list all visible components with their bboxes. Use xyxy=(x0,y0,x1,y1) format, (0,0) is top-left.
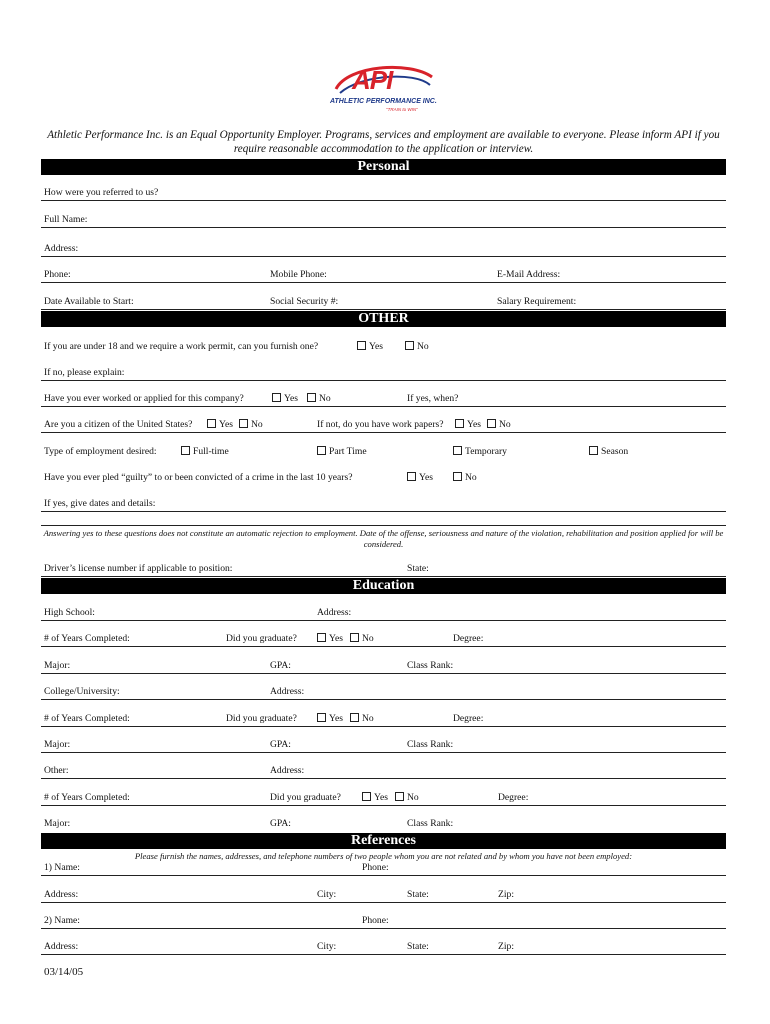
other-class-rank-label: Class Rank: xyxy=(407,818,454,829)
license-state-label: State: xyxy=(407,563,429,574)
college-label: College/University: xyxy=(44,686,120,697)
phone-label: Phone: xyxy=(44,269,71,280)
college-degree-label: Degree: xyxy=(453,713,484,724)
employment-temporary[interactable]: Temporary xyxy=(453,446,507,457)
drivers-license-field[interactable] xyxy=(41,576,726,577)
references-instruction: Please furnish the names, addresses, and telephone numbers of two people whom you are not related and by whom you have not been employed: xyxy=(134,851,633,861)
ref1-name-field[interactable] xyxy=(41,875,726,876)
college-graduate-label: Did you graduate? xyxy=(226,713,297,724)
checkbox-icon xyxy=(317,633,326,642)
address-label: Address: xyxy=(44,243,79,254)
checkbox-icon xyxy=(307,393,316,402)
phone-row-field[interactable] xyxy=(41,282,726,283)
other-years-field[interactable] xyxy=(41,805,726,806)
work-permit-question: If you are under 18 and we require a work permit, can you furnish one? xyxy=(44,341,319,352)
section-references-header: References xyxy=(41,833,726,849)
checkbox-icon xyxy=(357,341,366,350)
mobile-phone-label: Mobile Phone: xyxy=(270,269,327,280)
section-other-header: OTHER xyxy=(41,311,726,327)
other-graduate-yes[interactable]: Yes xyxy=(362,792,388,803)
ref1-zip-label: Zip: xyxy=(498,889,514,900)
crime-details-field[interactable] xyxy=(41,511,726,512)
work-papers-no[interactable]: No xyxy=(487,419,511,430)
other-school-field[interactable] xyxy=(41,778,726,779)
crime-no[interactable]: No xyxy=(453,472,477,483)
hs-graduate-label: Did you graduate? xyxy=(226,633,297,644)
employment-full-time[interactable]: Full-time xyxy=(181,446,229,457)
ssn-label: Social Security #: xyxy=(270,296,339,307)
full-name-label: Full Name: xyxy=(44,214,88,225)
other-years-label: # of Years Completed: xyxy=(44,792,130,803)
employment-part-time[interactable]: Part Time xyxy=(317,446,367,457)
date-available-label: Date Available to Start: xyxy=(44,296,134,307)
eeo-statement: Athletic Performance Inc. is an Equal Opportunity Employer. Programs, services and employment are available to everyone. Please inform API if you require reasonable accommodation to the application or interview. xyxy=(47,129,720,155)
college-major-label: Major: xyxy=(44,739,71,750)
checkbox-icon xyxy=(317,446,326,455)
employment-type-label: Type of employment desired: xyxy=(44,446,157,457)
worked-when-label: If yes, when? xyxy=(407,393,459,404)
checkbox-icon xyxy=(272,393,281,402)
checkbox-icon xyxy=(453,472,462,481)
worked-before-yes[interactable]: Yes xyxy=(272,393,298,404)
citizen-question: Are you a citizen of the United States? xyxy=(44,419,193,430)
hs-major-label: Major: xyxy=(44,660,71,671)
drivers-license-label: Driver’s license number if applicable to position: xyxy=(44,563,233,574)
company-logo xyxy=(330,63,438,111)
logo-company-name: ATHLETIC PERFORMANCE INC. xyxy=(330,98,437,105)
citizen-row-line xyxy=(41,432,726,433)
ref2-address-label: Address: xyxy=(44,941,79,952)
crime-question: Have you ever pled “guilty” to or been convicted of a crime in the last 10 years? xyxy=(44,472,353,483)
checkbox-icon xyxy=(455,419,464,428)
section-personal-header: Personal xyxy=(41,159,726,175)
full-name-field[interactable] xyxy=(41,227,726,228)
college-years-field[interactable] xyxy=(41,726,726,727)
college-years-label: # of Years Completed: xyxy=(44,713,130,724)
work-permit-yes[interactable]: Yes xyxy=(357,341,383,352)
salary-label: Salary Requirement: xyxy=(497,296,577,307)
hs-gpa-label: GPA: xyxy=(270,660,291,671)
crime-details-label: If yes, give dates and details: xyxy=(44,498,156,509)
checkbox-icon xyxy=(395,792,404,801)
section-education-header: Education xyxy=(41,578,726,594)
explain-field[interactable] xyxy=(41,380,726,381)
hs-graduate-yes[interactable]: Yes xyxy=(317,633,343,644)
college-gpa-label: GPA: xyxy=(270,739,291,750)
date-row-field[interactable] xyxy=(41,309,726,310)
ref1-phone-label: Phone: xyxy=(362,862,389,873)
high-school-field[interactable] xyxy=(41,620,726,621)
email-label: E-Mail Address: xyxy=(497,269,561,280)
checkbox-icon xyxy=(362,792,371,801)
explain-label: If no, please explain: xyxy=(44,367,125,378)
referred-label: How were you referred to us? xyxy=(44,187,159,198)
ref1-address-field[interactable] xyxy=(41,902,726,903)
hs-years-label: # of Years Completed: xyxy=(44,633,130,644)
citizen-yes[interactable]: Yes xyxy=(207,419,233,430)
ref2-zip-label: Zip: xyxy=(498,941,514,952)
ref2-name-label: 2) Name: xyxy=(44,915,80,926)
college-graduate-no[interactable]: No xyxy=(350,713,374,724)
ref1-state-label: State: xyxy=(407,889,429,900)
checkbox-icon xyxy=(239,419,248,428)
ref2-phone-label: Phone: xyxy=(362,915,389,926)
ref1-city-label: City: xyxy=(317,889,337,900)
ref2-address-field[interactable] xyxy=(41,954,726,955)
high-school-label: High School: xyxy=(44,607,95,618)
college-graduate-yes[interactable]: Yes xyxy=(317,713,343,724)
college-field[interactable] xyxy=(41,699,726,700)
other-degree-label: Degree: xyxy=(498,792,529,803)
address-field[interactable] xyxy=(41,256,726,257)
citizen-no[interactable]: No xyxy=(239,419,263,430)
work-papers-question: If not, do you have work papers? xyxy=(317,419,444,430)
hs-years-field[interactable] xyxy=(41,646,726,647)
ref1-address-label: Address: xyxy=(44,889,79,900)
ref2-city-label: City: xyxy=(317,941,337,952)
hs-major-field[interactable] xyxy=(41,673,726,674)
referred-field[interactable] xyxy=(41,200,726,201)
checkbox-icon xyxy=(407,472,416,481)
high-school-address-label: Address: xyxy=(317,607,352,618)
checkbox-icon xyxy=(453,446,462,455)
employment-season[interactable]: Season xyxy=(589,446,628,457)
crime-details-field-2[interactable] xyxy=(41,525,726,526)
other-address-label: Address: xyxy=(270,765,305,776)
hs-class-rank-label: Class Rank: xyxy=(407,660,454,671)
worked-before-question: Have you ever worked or applied for this company? xyxy=(44,393,244,404)
checkbox-icon xyxy=(405,341,414,350)
checkbox-icon xyxy=(350,713,359,722)
checkbox-icon xyxy=(317,713,326,722)
other-graduate-label: Did you graduate? xyxy=(270,792,341,803)
crime-yes[interactable]: Yes xyxy=(407,472,433,483)
checkbox-icon xyxy=(207,419,216,428)
other-graduate-no[interactable]: No xyxy=(395,792,419,803)
other-school-label: Other: xyxy=(44,765,69,776)
other-major-label: Major: xyxy=(44,818,71,829)
logo-mark: API xyxy=(352,65,393,95)
college-major-field[interactable] xyxy=(41,752,726,753)
checkbox-icon xyxy=(350,633,359,642)
checkbox-icon xyxy=(181,446,190,455)
checkbox-icon xyxy=(589,446,598,455)
ref1-name-label: 1) Name: xyxy=(44,862,80,873)
college-class-rank-label: Class Rank: xyxy=(407,739,454,750)
form-revision-date: 03/14/05 xyxy=(44,966,84,978)
college-address-label: Address: xyxy=(270,686,305,697)
worked-before-no[interactable]: No xyxy=(307,393,331,404)
hs-degree-label: Degree: xyxy=(453,633,484,644)
checkbox-icon xyxy=(487,419,496,428)
hs-graduate-no[interactable]: No xyxy=(350,633,374,644)
ref2-state-label: State: xyxy=(407,941,429,952)
ref2-name-field[interactable] xyxy=(41,928,726,929)
logo-tagline: "TRAIN to WIN" xyxy=(386,107,418,112)
worked-when-field[interactable] xyxy=(41,406,726,407)
work-permit-no[interactable]: No xyxy=(405,341,429,352)
other-gpa-label: GPA: xyxy=(270,818,291,829)
work-papers-yes[interactable]: Yes xyxy=(455,419,481,430)
conviction-notice: Answering yes to these questions does not constitute an automatic rejection to employment. Date of the offense, seriousness and nature of the violation, rehabilitation and position applied for will be considered. xyxy=(43,528,724,549)
